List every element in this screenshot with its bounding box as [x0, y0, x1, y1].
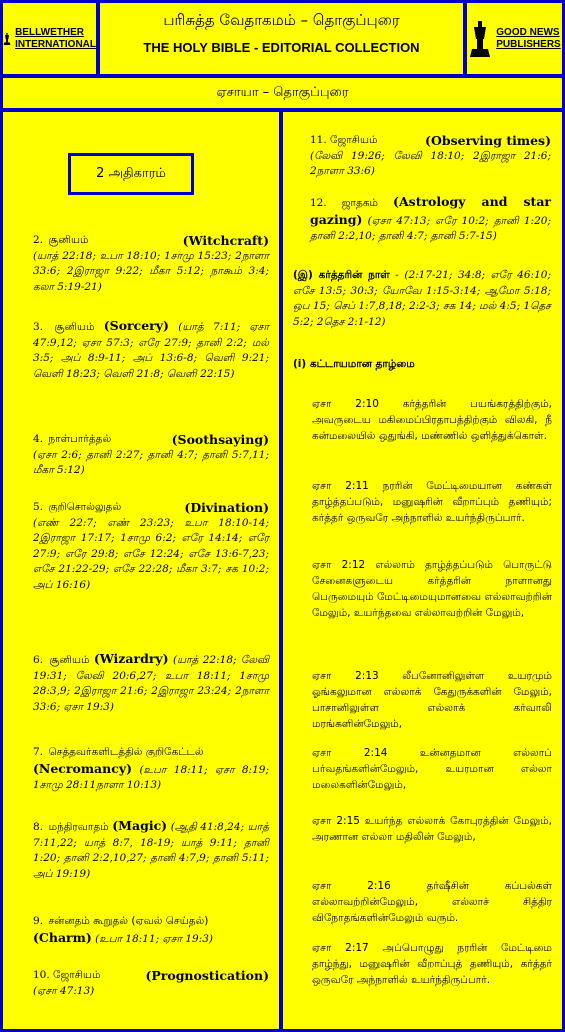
item-number: 6.: [33, 654, 44, 666]
item-english: (Sorcery): [103, 318, 169, 333]
title-english: THE HOLY BIBLE - EDITORIAL COLLECTION: [143, 40, 420, 55]
item-refs: (ஏசா 47:13): [33, 984, 95, 997]
item-english: (Charm): [33, 929, 92, 945]
item-english: (Wizardry): [93, 651, 169, 666]
section-i-label: (i) கட்டாயமான தாழ்மை: [293, 358, 415, 370]
verse-paragraph: ஏசா 2:17 அப்பொழுது நரரின் மேட்டிமை தாழ்ந்து, மனுஷரின் வீறாப்புத் தணியும், கர்த்தர் ஒருவரே அந்நாளில் உயர்ந்திருப்பார்.: [312, 942, 552, 986]
logo-line-2: PUBLISHERS: [496, 38, 561, 50]
item-english: (Prognostication): [145, 968, 269, 983]
item-tamil: ஜாதகம்: [341, 197, 378, 209]
bellwether-logo: [3, 3, 96, 74]
item-number: 10.: [33, 969, 50, 981]
item-tamil: சூனியம்: [48, 234, 89, 246]
item-refs: (ஆதி 41:8,24; யாத் 7:11,22; யாத் 8:7, 18-19; யாத் 9:11; தானி 1:20; தானி 2:2,10,27; தானி 4:7,9; தானி 5:11; அப் 19:19): [33, 821, 269, 880]
list-item: [33, 651, 269, 715]
lamp-icon: [3, 19, 11, 59]
section-ii-refs: - (2:17-21; 34:8; எரே 46:10; எசே 13:5; 30:3; யோவே 1:15-3:14; ஆமோ 5:18; ஒப 15; செப் 1:7,8,18; 2:2-3; சக 14; மல் 4:5; 1தெச 5:2; 2தெச 2:1-12): [293, 269, 551, 328]
item-number: 11.: [310, 134, 327, 146]
list-item: [33, 233, 269, 295]
section-ii-label: (இ) கர்த்தரின் நாள்: [293, 269, 390, 281]
verse-paragraph: ஏசா 2:12 எல்லாம் தாழ்த்தப்படும் பொருட்டு சேனைகளுடைய கர்த்தரின் நாளானது பெருமையும் மேட்டிமையுமானவை எல்லாவற்றின் மேலும், உயர்ந்தவை எல்லாவற்றின் மேலும்,: [312, 559, 552, 619]
item-number: 9.: [33, 915, 44, 927]
item-number: 12.: [310, 197, 327, 209]
item-tamil: சன்னதம் கூறுதல் (ஏவல் செய்தல்): [48, 915, 209, 927]
list-item: [310, 194, 551, 245]
item-number: 2.: [33, 234, 44, 246]
item-tamil: மந்திரவாதம்: [48, 821, 109, 833]
item-english: (Magic): [112, 818, 168, 833]
verse-paragraph: ஏசா 2:13 லீபனோனிலுள்ள உயரமும் ஓங்கலுமான எல்லாக் கேதுருக்களின் மேலும், பாசானிலுள்ள எல்லாக் கர்வாலி மரங்களின்மேலும்,: [312, 670, 552, 730]
list-item: [33, 318, 269, 382]
item-tamil: செத்தவர்களிடத்தில் குறிகேட்டல்: [48, 746, 204, 758]
verse-paragraph: ஏசா 2:15 உயர்ந்த எல்லாக் கோபுரத்தின் மேலும், அரணான எல்லா மதிலின் மேலும்,: [312, 815, 552, 843]
item-english: (Soothsaying): [171, 432, 269, 447]
verse-paragraph: ஏசா 2:10 கர்த்தரின் பயங்கரத்திற்கும், அவருடைய மகிமைப்பிரதாபத்திற்கும் விலகி, நீ கன்மலையில் ஒதுங்கி, மண்ணில் ஒளித்துக்கொள்.: [312, 398, 552, 442]
verse-paragraph: ஏசா 2:11 நரரின் மேட்டிமையான கண்கள் தாழ்த்தப்படும், மனுஷரின் வீறாப்பும் தணியும்; கர்த்தர் ஒருவரே அந்நாளில் உயர்ந்திருப்பார்.: [312, 480, 552, 524]
item-number: 4.: [33, 433, 44, 445]
list-item: [33, 968, 269, 999]
list-item: [310, 133, 551, 180]
item-tamil: ஜோசியம்: [53, 969, 101, 981]
list-item: [33, 745, 269, 794]
logo-line-1: GOOD NEWS: [496, 26, 560, 38]
logo-line-1: BELLWETHER: [15, 26, 84, 38]
list-item: [33, 914, 269, 947]
item-english: (Astrology and star gazing): [310, 194, 552, 227]
item-refs: (எண் 22:7; எண் 23:23; உபா 18:10-14; 2இராஜா 17:17; 1சாமு 6:2; எரே 14:14; எரே 27:9; எரே 29:8; எசே 12:24; எசே 13:6-7,23; எசே 21:22-29; எசே 22:28; மீகா 3:7; சக 10:2; அப் 16:16): [33, 516, 269, 591]
item-refs: (யாத் 22:18; லேவி 19:31; லேவி 20:6,27; உபா 18:11; 1சாமு 28:3,9; 2இராஜா 21:6; 2இராஜா 23:24; 2நாளா 33:6; ஏசா 19:3): [33, 654, 270, 713]
item-refs: (யாத் 7:11; ஏசா 47:9,12; ஏசா 57:3; எரே 27:9; தானி 2:2; மல் 3:5; அப் 8:9-11; அப் 13:6-8; வெளி 9:21; வெளி 18:23; வெளி 21:8; வெளி 22:15): [33, 321, 269, 380]
section-ii: [293, 268, 551, 330]
item-english: (Divination): [184, 500, 269, 515]
item-english: (Observing times): [425, 133, 551, 148]
good-news-logo: [467, 3, 562, 74]
item-refs: (ஏசா 47:13; எரே 10:2; தானி 1:20; தானி 2:2,10; தானி 4:7; தானி 5:7-15): [310, 214, 551, 242]
title-tamil: பரிசுத்த வேதாகமம் – தொகுப்புரை: [163, 11, 400, 29]
item-refs: (ஏசா 2:6; தானி 2:27; தானி 4:7; தானி 5:7,11; மீகா 5:12): [33, 448, 269, 476]
item-refs: (லேவி 19:26; லேவி 18:10; 2இராஜா 21:6; 2நாளா 33:6): [310, 149, 551, 177]
item-tamil: குறிசொல்லுதல்: [48, 501, 122, 513]
chapter-heading: 2 அதிகாரம்: [68, 153, 194, 195]
item-refs: (உபா 18:11; ஏசா 8:19; 1சாமு 28:11நாளா 10:13): [33, 763, 269, 791]
item-number: 3.: [33, 321, 44, 333]
subtitle: ஏசாயா – தொகுப்புரை: [3, 78, 562, 108]
item-number: 7.: [33, 746, 44, 758]
item-tamil: நாள்பார்த்தல்: [48, 433, 112, 445]
list-item: [33, 818, 269, 882]
list-item: [33, 500, 269, 593]
title-box: [100, 3, 463, 74]
item-number: 5.: [33, 501, 44, 513]
verse-paragraph: ஏசா 2:16 தர்ஷீசின் கப்பல்கள் எல்லாவற்றின்மேலும், எல்லாச் சித்திர விநோதங்களின்மேலும் வரும்.: [312, 880, 552, 924]
item-tamil: ஜோசியம்: [330, 134, 378, 146]
item-tamil: சூனியம்: [54, 321, 95, 333]
item-tamil: சூனியம்: [49, 654, 90, 666]
item-refs: (உபா 18:11; ஏசா 19:3): [95, 932, 214, 945]
logo-line-2: INTERNATIONAL: [15, 38, 96, 50]
item-number: 8.: [33, 821, 44, 833]
lamp-icon: [468, 19, 492, 59]
item-refs: (யாத் 22:18; உபா 18:10; 1சாமு 15:23; 2நாளா 33:6; 2இராஜா 9:22; மீகா 5:12; நாகூம் 3:4; கலா 5:19-21): [33, 249, 269, 293]
verse-paragraph: ஏசா 2:14 உன்னதமான எல்லாப் பர்வதங்களின்மேலும், உயரமான எல்லா மலைகளின்மேலும்,: [312, 747, 552, 791]
section-i: [293, 357, 551, 373]
list-item: [33, 432, 269, 479]
item-english: (Witchcraft): [182, 233, 269, 248]
item-english: (Necromancy): [33, 760, 133, 776]
